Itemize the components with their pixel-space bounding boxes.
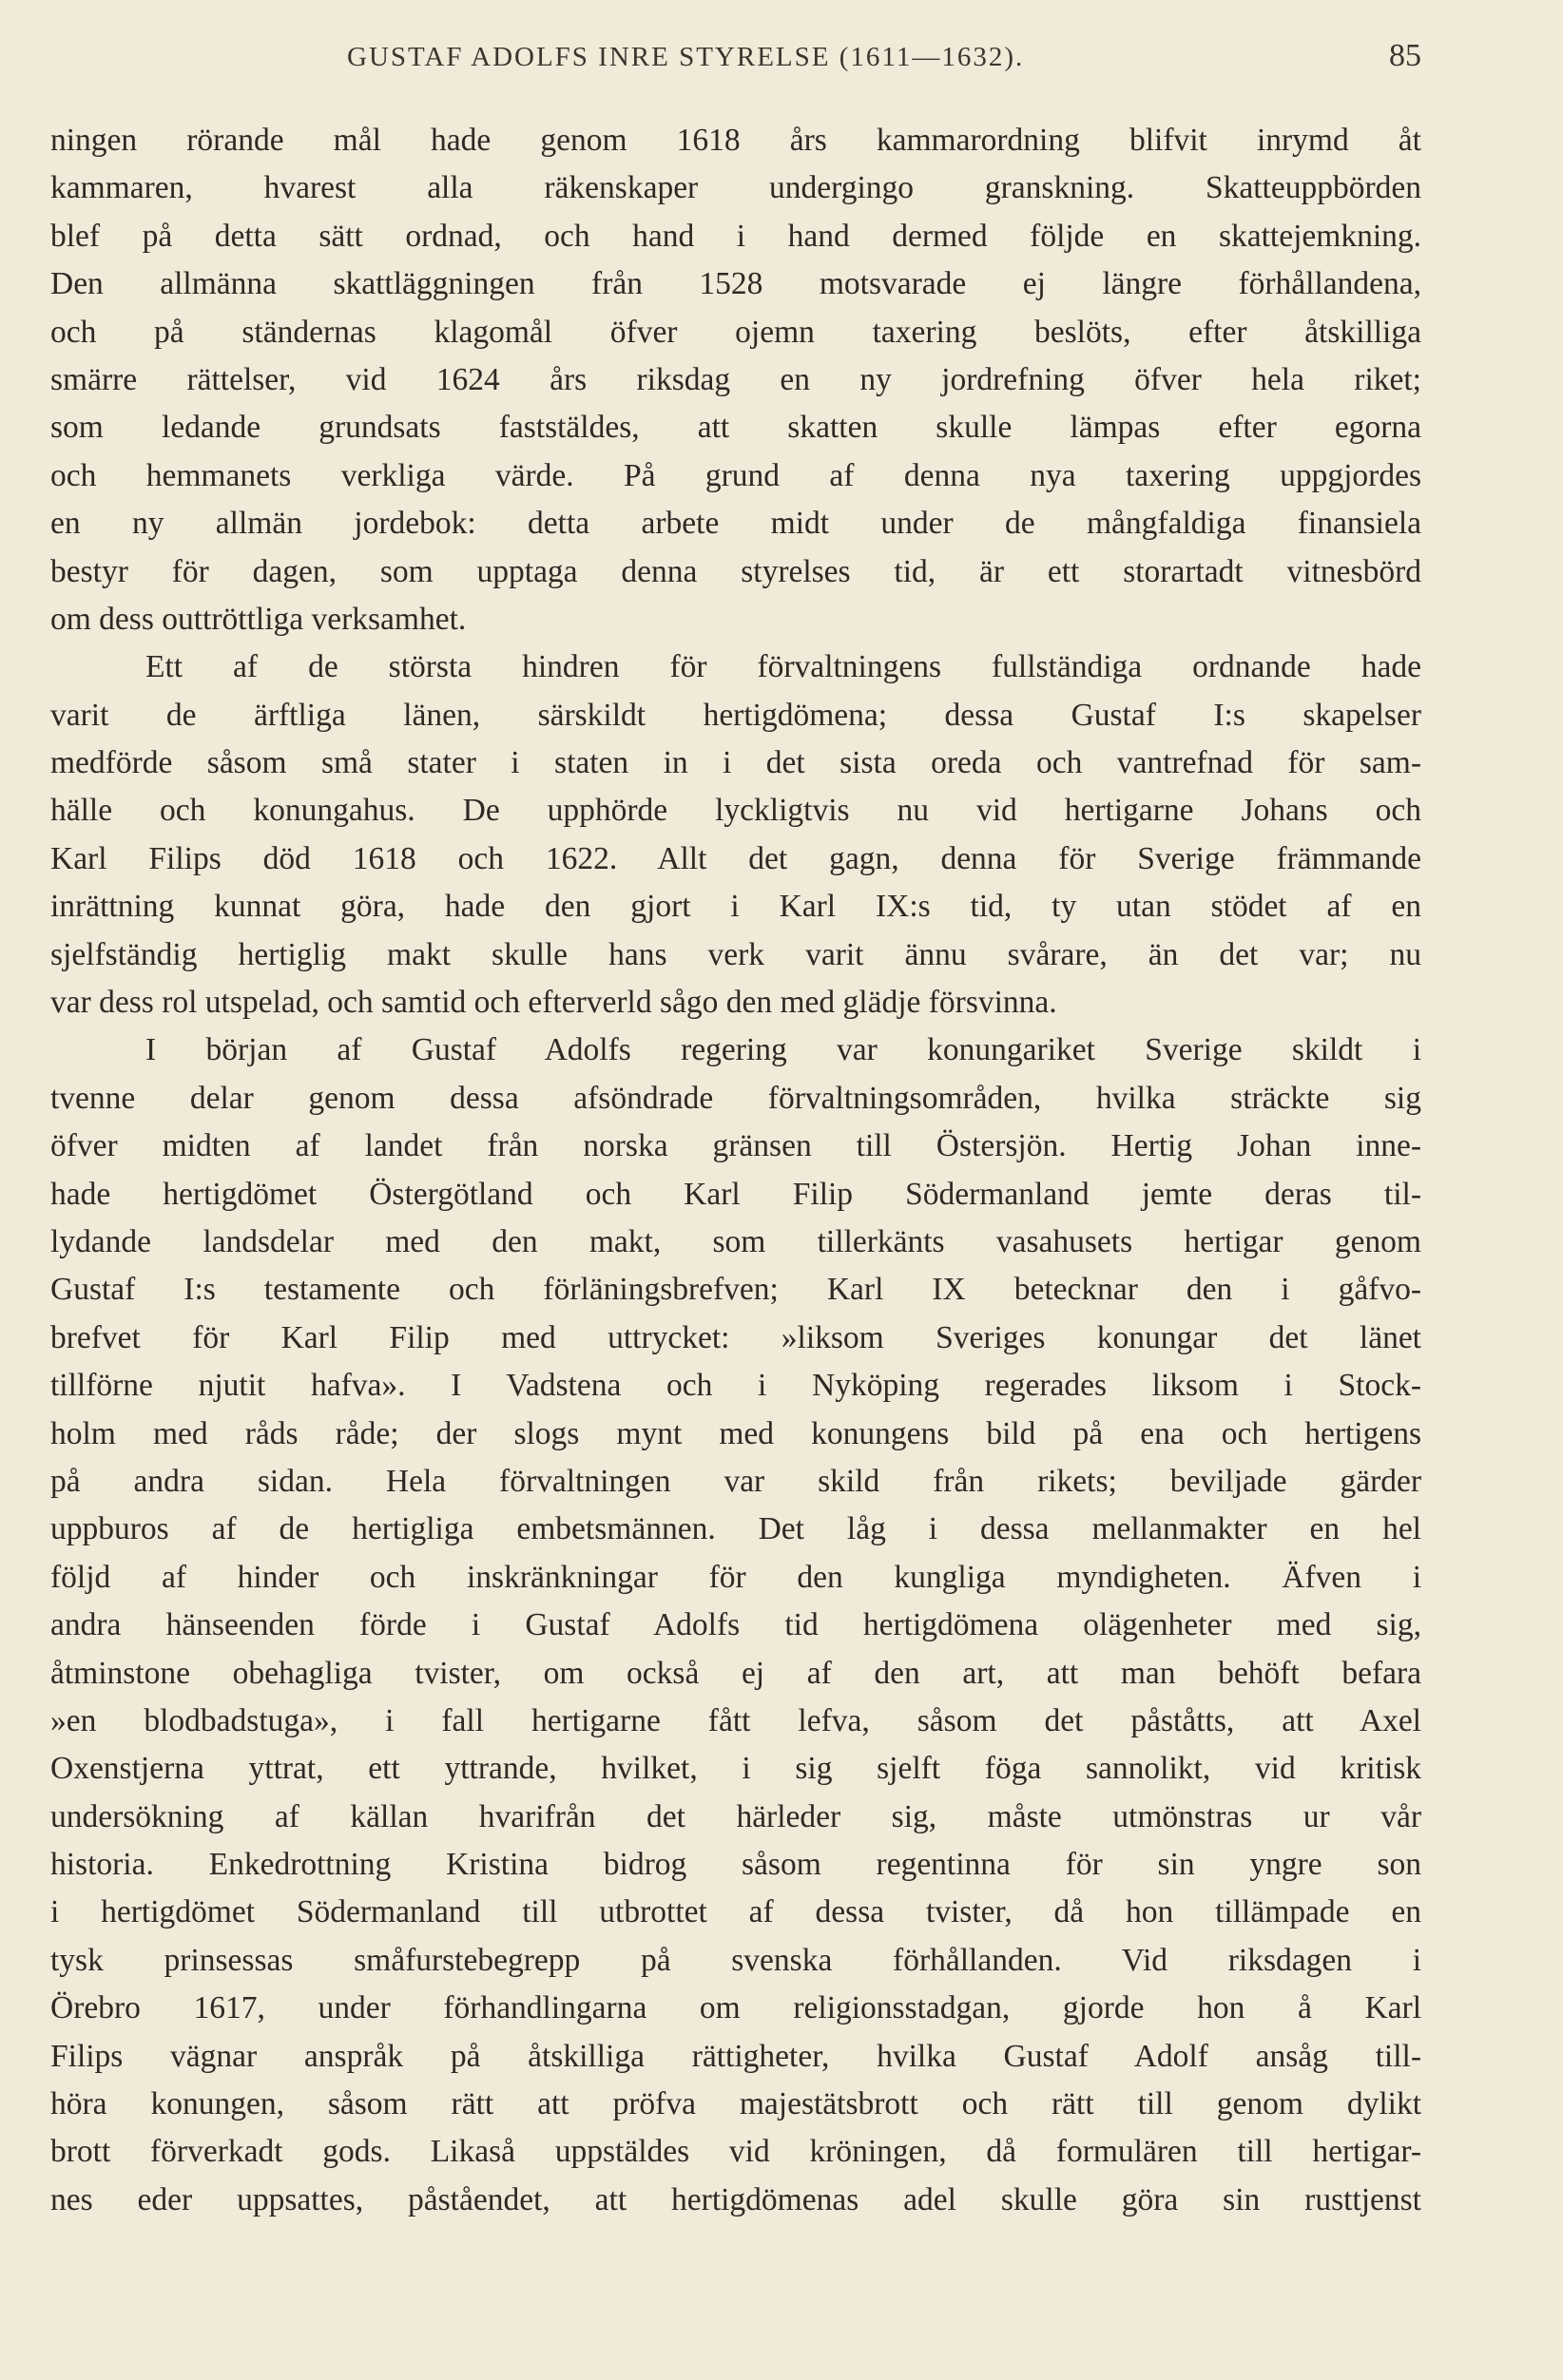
text-line: medförde såsom små stater i staten in i det sista oreda och vantrefnad för sam- (50, 745, 1421, 781)
text-line: historia. Enkedrottning Kristina bidrog såsom regentinna för sin yngre son (50, 1847, 1421, 1883)
text-line: tvenne delar genom dessa afsöndrade förvaltningsområden, hvilka sträckte sig (50, 1080, 1421, 1116)
text-line: som ledande grundsats faststäldes, att skatten skulle lämpas efter egorna (50, 410, 1421, 446)
text-line: på andra sidan. Hela förvaltningen var skild från rikets; beviljade gärder (50, 1463, 1421, 1499)
text-line: i hertigdömet Södermanland till utbrottet af dessa tvister, då hon tillämpade en (50, 1894, 1421, 1930)
text-line: brefvet för Karl Filip med uttrycket: »liksom Sveriges konungar det länet (50, 1319, 1421, 1355)
text-line: holm med råds råde; der slogs mynt med konungens bild på ena och hertigens (50, 1415, 1421, 1451)
text-line: hade hertigdömet Östergötland och Karl Filip Södermanland jemte deras til- (50, 1176, 1421, 1212)
text-line: Karl Filips död 1618 och 1622. Allt det gagn, denna för Sverige främmande (50, 840, 1421, 876)
text-line: smärre rättelser, vid 1624 års riksdag en ny jordrefning öfver hela riket; (50, 361, 1421, 397)
text-line: blef på detta sätt ordnad, och hand i hand dermed följde en skattejemkning. (50, 218, 1421, 254)
text-line: Filips vägnar anspråk på åtskilliga rättigheter, hvilka Gustaf Adolf ansåg till- (50, 2038, 1421, 2074)
text-line: var dess rol utspelad, och samtid och efterverld sågo den med glädje försvinna. (50, 985, 1057, 1021)
page-number: 85 (1389, 38, 1421, 73)
running-head (52, 36, 1421, 84)
text-line: tillförne njutit hafva». I Vadstena och i Nyköping regerades liksom i Stock- (50, 1368, 1421, 1404)
text-line: en ny allmän jordebok: detta arbete midt under de mångfaldiga finansiela (50, 506, 1421, 542)
text-line: hälle och konungahus. De upphörde lyckligtvis nu vid hertigarne Johans och (50, 793, 1421, 829)
text-line: Ett af de största hindren för förvaltningens fullständiga ordnande hade (145, 649, 1421, 685)
text-line: nes eder uppsattes, påståendet, att hertigdömenas adel skulle göra sin rusttjenst (50, 2181, 1421, 2217)
text-line: och hemmanets verkliga värde. På grund af denna nya taxering uppgjordes (50, 457, 1421, 493)
text-line: I början af Gustaf Adolfs regering var konungariket Sverige skildt i (145, 1032, 1421, 1068)
text-line: följd af hinder och inskränkningar för den kungliga myndigheten. Äfven i (50, 1559, 1421, 1595)
text-line: Örebro 1617, under förhandlingarna om religionsstadgan, gjorde hon å Karl (50, 1990, 1421, 2026)
running-title: GUSTAF ADOLFS INRE STYRELSE (1611—1632). (347, 42, 1025, 72)
text-line: om dess outtröttliga verksamhet. (50, 601, 467, 637)
text-line: uppburos af de hertigliga embetsmännen. Det låg i dessa mellanmakter en hel (50, 1511, 1421, 1547)
text-line: lydande landsdelar med den makt, som tillerkänts vasahusets hertigar genom (50, 1223, 1421, 1259)
text-line: bestyr för dagen, som upptaga denna styrelses tid, är ett storartadt vitnesbörd (50, 553, 1421, 589)
text-line: och på ständernas klagomål öfver ojemn taxering beslöts, efter åtskilliga (50, 314, 1421, 350)
text-line: kammaren, hvarest alla räkenskaper undergingo granskning. Skatteuppbörden (50, 170, 1421, 206)
text-line: höra konungen, såsom rätt att pröfva majestätsbrott och rätt till genom dylikt (50, 2086, 1421, 2122)
text-line: varit de ärftliga länen, särskildt hertigdömena; dessa Gustaf I:s skapelser (50, 697, 1421, 733)
text-line: tysk prinsessas småfurstebegrepp på svenska förhållanden. Vid riksdagen i (50, 1942, 1421, 1978)
text-line: Oxenstjerna yttrat, ett yttrande, hvilket, i sig sjelft föga sannolikt, vid kritisk (50, 1751, 1421, 1787)
text-line: sjelfständig hertiglig makt skulle hans verk varit ännu svårare, än det var; nu (50, 936, 1421, 972)
text-line: åtminstone obehagliga tvister, om också ej af den art, att man behöft befara (50, 1655, 1421, 1691)
text-line: Den allmänna skattläggningen från 1528 motsvarade ej längre förhållandena, (50, 266, 1421, 302)
text-line: undersökning af källan hvarifrån det härleder sig, måste utmönstras ur vår (50, 1798, 1421, 1834)
body-text (50, 117, 1421, 2224)
text-line: »en blodbadstuga», i fall hertigarne fått lefva, såsom det påståtts, att Axel (50, 1702, 1421, 1738)
text-line: andra hänseenden förde i Gustaf Adolfs tid hertigdömena olägenheter med sig, (50, 1607, 1421, 1643)
text-line: inrättning kunnat göra, hade den gjort i Karl IX:s tid, ty utan stödet af en (50, 889, 1421, 925)
text-line: Gustaf I:s testamente och förläningsbrefven; Karl IX betecknar den i gåfvo- (50, 1272, 1421, 1308)
text-line: ningen rörande mål hade genom 1618 års kammarordning blifvit inrymd åt (50, 123, 1421, 158)
text-line: brott förverkadt gods. Likaså uppstäldes vid kröningen, då formulären till hertigar- (50, 2134, 1421, 2170)
text-line: öfver midten af landet från norska gränsen till Östersjön. Hertig Johan inne- (50, 1128, 1421, 1164)
